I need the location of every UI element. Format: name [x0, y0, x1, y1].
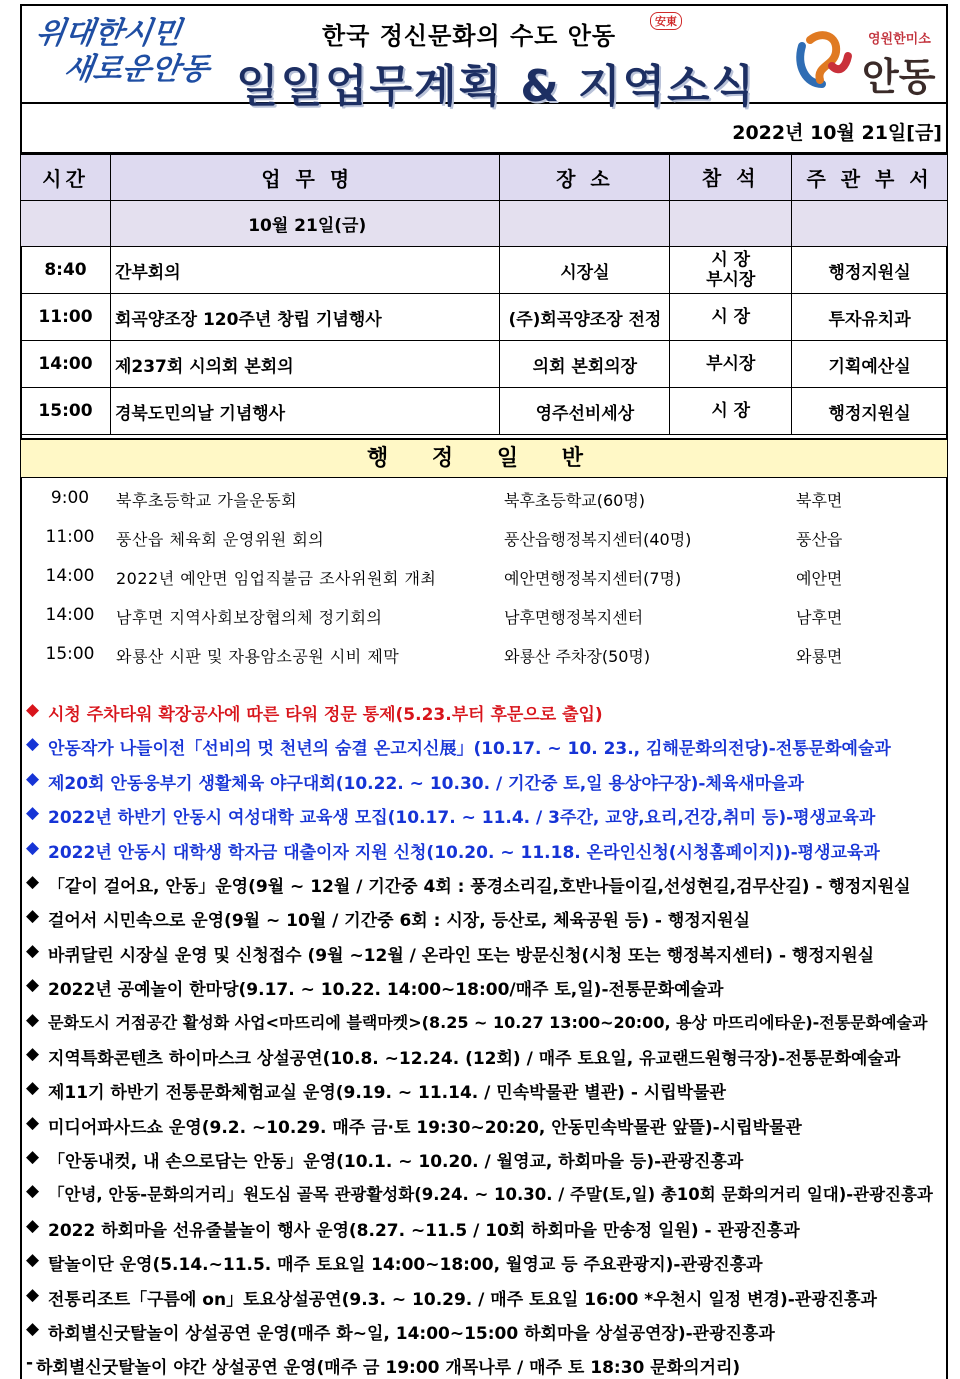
- logo-name: 안동: [862, 55, 936, 99]
- admin-list: [22, 478, 946, 673]
- row-place: 시장실: [500, 247, 670, 294]
- notice-item: [24, 1006, 948, 1040]
- notice-item: [24, 834, 948, 868]
- row-place: 영주선비세상: [500, 388, 670, 435]
- list-item: [22, 517, 946, 556]
- notice-item: [24, 1349, 948, 1379]
- notice-item: [24, 1246, 948, 1280]
- row-time: 11:00: [21, 294, 111, 341]
- row-place: (주)회곡양조장 전정: [500, 294, 670, 341]
- admin-time: 15:00: [45, 644, 95, 664]
- admin-time: 11:00: [45, 527, 95, 547]
- diamond-bullet-icon: ◆: [26, 1215, 40, 1236]
- dash-bullet-icon: -: [26, 1353, 34, 1374]
- table-row: [21, 294, 948, 341]
- notice-text: 지역특화콘텐츠 하이마스크 상설공연(10.8. ~12.24. (12회) / 매주 토요일, 유교랜드원형극장)-전통문화예술과: [48, 1048, 901, 1069]
- schedule-table: [20, 154, 948, 435]
- diamond-bullet-icon: ◆: [26, 1078, 40, 1099]
- row-time: 15:00: [21, 388, 111, 435]
- list-item: [22, 556, 946, 595]
- diamond-bullet-icon: ◆: [26, 1319, 40, 1340]
- notice-item: [24, 1074, 948, 1108]
- day-place-cell: [500, 201, 670, 247]
- notice-item: [24, 971, 948, 1005]
- document-frame: [20, 4, 948, 1379]
- report-date: 2022년 10월 21일[금]: [732, 122, 942, 144]
- notice-text: 걸어서 시민속으로 운영(9월 ~ 10월 / 기간중 6회 : 시장, 등산로, 체육공원 등) - 행정지원실: [48, 911, 751, 932]
- notice-text: 안동작가 나들이전「선비의 멋 천년의 숨결 온고지신展」(10.17. ~ 10. 23., 김해문화의전당)-전통문화예술과: [48, 739, 891, 760]
- row-task: 제237회 시의회 본회의: [110, 341, 500, 388]
- notice-item: [24, 1109, 948, 1143]
- header-dept: 주 관 부 서: [792, 155, 948, 201]
- notice-item: [24, 1212, 948, 1246]
- admin-time: 14:00: [45, 605, 95, 625]
- admin-place: 와룡산 주차장(50명): [504, 647, 651, 666]
- row-attendee: 시 장: [670, 294, 792, 341]
- table-row: [21, 388, 948, 435]
- notice-text: 2022 하회마을 선유줄불놀이 행사 운영(8.27. ~11.5 / 10회 하회마을 만송정 일원) - 관광진흥과: [48, 1220, 800, 1241]
- admin-time: 9:00: [50, 488, 90, 508]
- notice-item: [24, 1143, 948, 1177]
- row-attendee: 시 장: [670, 388, 792, 435]
- table-row: [21, 341, 948, 388]
- list-item: [22, 478, 946, 517]
- row-place: 의회 본회의장: [500, 341, 670, 388]
- notice-text: 2022년 하반기 안동시 여성대학 교육생 모집(10.17. ~ 11.4. / 3주간, 교양,요리,건강,취미 등)-평생교육과: [48, 808, 876, 829]
- diamond-bullet-icon: ◆: [26, 1284, 40, 1305]
- admin-task: 풍산읍 체육회 운영위원 회의: [116, 530, 325, 549]
- notice-text: 문화도시 거점공간 활성화 사업<마뜨리에 블랙마켓>(8.25 ~ 10.27 13:00~20:00, 용상 마뜨리에타운)-전통문화예술과: [48, 1012, 928, 1032]
- notice-text: 하회별신굿탈놀이 상설공연 운영(매주 화~일, 14:00~15:00 하회마을 상설공연장)-관광진흥과: [48, 1324, 775, 1345]
- notice-item: [24, 902, 948, 936]
- admin-task: 남후면 지역사회보장협의체 정기회의: [116, 608, 383, 627]
- header-task: 업 무 명: [110, 155, 500, 201]
- header-attendee: 참 석: [670, 155, 792, 201]
- notice-text: 「안녕, 안동-문화의거리」원도심 골목 관광활성화(9.24. ~ 10.30. / 주말(토,일) 총10회 문화의거리 일대)-관광진흥과: [48, 1185, 933, 1205]
- diamond-bullet-icon: ◆: [26, 1009, 40, 1030]
- row-attendee: 시 장 부시장: [670, 247, 792, 294]
- table-row: [21, 247, 948, 294]
- header-place: 장 소: [500, 155, 670, 201]
- diamond-bullet-icon: ◆: [26, 975, 40, 996]
- day-attendee-cell: [670, 201, 792, 247]
- diamond-bullet-icon: ◆: [26, 940, 40, 961]
- notice-text: 제11기 하반기 전통문화체험교실 운영(9.19. ~ 11.14. / 민속박물관 별관) - 시립박물관: [48, 1083, 726, 1104]
- notice-item: [24, 696, 948, 730]
- logo-tagline: 영원한미소: [868, 32, 931, 47]
- city-logo: [792, 20, 942, 99]
- list-item: [22, 634, 946, 673]
- row-dept: 기획예산실: [792, 341, 948, 388]
- row-time: 8:40: [21, 247, 111, 294]
- notice-text: 하회별신굿탈놀이 야간 상설공연 운영(매주 금 19:00 개목나루 / 매주 토 18:30 문화의거리): [36, 1358, 741, 1379]
- notice-text: 2022년 안동시 대학생 학자금 대출이자 지원 신청(10.20. ~ 11.18. 온라인신청(시청홈페이지))-평생교육과: [48, 842, 880, 863]
- admin-dept: 풍산읍: [796, 530, 843, 549]
- row-dept: 행정지원실: [792, 247, 948, 294]
- diamond-bullet-icon: ◆: [26, 1112, 40, 1133]
- diamond-bullet-icon: ◆: [26, 1181, 40, 1202]
- notice-item: [24, 730, 948, 764]
- admin-task: 북후초등학교 가을운동회: [116, 491, 298, 510]
- diamond-bullet-icon: ◆: [26, 1043, 40, 1064]
- admin-place: 남후면행정복지센터: [504, 608, 644, 627]
- day-label: 10월 21일(금): [110, 201, 500, 247]
- slogan: [33, 16, 226, 96]
- admin-dept: 남후면: [796, 608, 843, 627]
- admin-task: 와룡산 시판 및 자용암소공원 시비 제막: [116, 647, 400, 666]
- andong-smile-logo-icon: [792, 26, 854, 92]
- diamond-bullet-icon: ◆: [26, 734, 40, 755]
- page-title: 일일업무계획 & 지역소식: [236, 61, 757, 112]
- admin-dept: 와룡면: [796, 647, 843, 666]
- notice-text: 탈놀이단 운영(5.14.~11.5. 매주 토요일 14:00~18:00, 월영교 등 주요관광지)-관광진흥과: [48, 1255, 763, 1276]
- date-row: [22, 106, 946, 154]
- notice-text: 전통리조트「구름에 on」토요상설공연(9.3. ~ 10.29. / 매주 토요일 16:00 *우천시 일정 변경)-관광진흥과: [48, 1289, 877, 1310]
- slogan-line1: 위대한시민: [33, 16, 184, 51]
- slogan-line2: 새로운안동: [61, 52, 212, 87]
- row-attendee: 부시장: [670, 341, 792, 388]
- day-time-cell: [21, 201, 111, 247]
- notice-item: [24, 1040, 948, 1074]
- diamond-bullet-icon: ◆: [26, 803, 40, 824]
- admin-section-title: 행 정 일 반: [20, 438, 948, 478]
- notice-item: [24, 1177, 948, 1211]
- header-time: 시간: [21, 155, 111, 201]
- notice-text: 「같이 걸어요, 안동」운영(9월 ~ 12월 / 기간중 4회 : 풍경소리길,호반나들이길,선성현길,검무산길) - 행정지원실: [48, 876, 911, 897]
- admin-place: 예안면행정복지센터(7명): [504, 569, 682, 588]
- list-item: [22, 595, 946, 634]
- notice-text: 「안동내컷, 내 손으로담는 안동」운영(10.1. ~ 10.20. / 월영교, 하회마을 등)-관광진흥과: [48, 1152, 744, 1173]
- diamond-bullet-icon: ◆: [26, 700, 40, 720]
- row-dept: 행정지원실: [792, 388, 948, 435]
- diamond-bullet-icon: ◆: [26, 1147, 40, 1168]
- notice-text: 미디어파사드쇼 운영(9.2. ~10.29. 매주 금·토 19:30~20:20, 안동민속박물관 앞뜰)-시립박물관: [48, 1117, 802, 1138]
- diamond-bullet-icon: ◆: [26, 871, 40, 892]
- admin-place: 북후초등학교(60명): [504, 491, 646, 510]
- notice-item: [24, 937, 948, 971]
- notice-item: [24, 1281, 948, 1315]
- day-dept-cell: [792, 201, 948, 247]
- admin-task: 2022년 예안면 임업직불금 조사위원회 개최: [116, 569, 437, 588]
- diamond-bullet-icon: ◆: [26, 1250, 40, 1271]
- notice-text: 시청 주차타워 확장공사에 따른 타워 정문 통제(5.23.부터 후문으로 출입): [48, 705, 603, 725]
- notice-text: 바퀴달린 시장실 운영 및 신청접수 (9월 ~12월 / 온라인 또는 방문신청(시청 또는 행정복지센터) - 행정지원실: [48, 945, 875, 966]
- notice-text: 제20회 안동웅부기 생활체육 야구대회(10.22. ~ 10.30. / 기간중 토,일 용상야구장)-체육새마을과: [48, 773, 804, 794]
- diamond-bullet-icon: ◆: [26, 837, 40, 858]
- row-task: 회곡양조장 120주년 창립 기념행사: [110, 294, 500, 341]
- admin-time: 14:00: [45, 566, 95, 586]
- header-banner: [22, 6, 946, 112]
- row-task: 경북도민의날 기념행사: [110, 388, 500, 435]
- day-row: [21, 201, 948, 247]
- page-subtitle: 한국 정신문화의 수도 안동: [322, 22, 617, 50]
- notice-text: 2022년 공예놀이 한마당(9.17. ~ 10.22. 14:00~18:00/매주 토,일)-전통문화예술과: [48, 980, 724, 1001]
- diamond-bullet-icon: ◆: [26, 906, 40, 927]
- andong-seal-badge: 安東: [650, 12, 682, 30]
- notice-item: [24, 765, 948, 799]
- notice-item: [24, 868, 948, 902]
- table-header-row: [21, 155, 948, 201]
- row-time: 14:00: [21, 341, 111, 388]
- admin-dept: 북후면: [796, 491, 843, 510]
- notice-item: [24, 1315, 948, 1349]
- row-task: 간부회의: [110, 247, 500, 294]
- admin-place: 풍산읍행정복지센터(40명): [504, 530, 692, 549]
- diamond-bullet-icon: ◆: [26, 768, 40, 789]
- admin-dept: 예안면: [796, 569, 843, 588]
- row-dept: 투자유치과: [792, 294, 948, 341]
- notice-list: [24, 696, 948, 1379]
- notice-item: [24, 799, 948, 833]
